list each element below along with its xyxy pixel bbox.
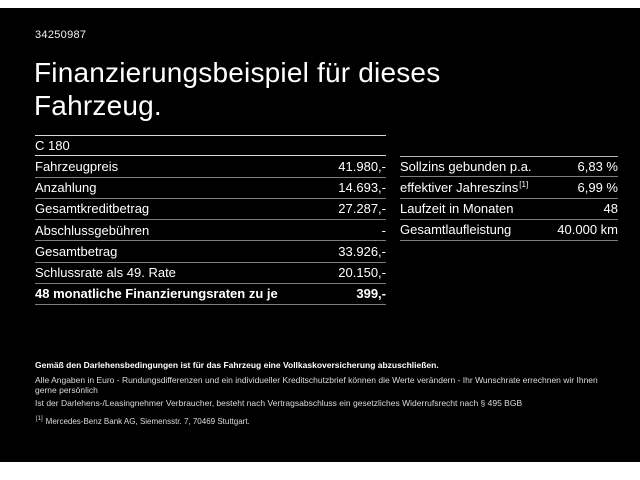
table-row-fahrzeugpreis: [35, 156, 386, 177]
financing-table-left: [35, 135, 386, 305]
row-value: 20.150,-: [338, 265, 386, 281]
row-value: 40.000 km: [557, 222, 618, 238]
row-label: Sollzins gebunden p.a.: [400, 159, 532, 175]
row-value: 33.926,-: [338, 243, 386, 259]
model-name: C 180: [35, 138, 70, 154]
table-row-laufzeit: [400, 199, 618, 220]
row-label: [400, 180, 528, 195]
page-title: [34, 56, 440, 122]
page-title-line2: Fahrzeug.: [34, 90, 162, 121]
row-label: Abschlussgebühren: [35, 222, 150, 238]
disclaimer-line-euro: Alle Angaben in Euro - Rundungsdifferenzen und ein individueller Kreditschutzbrief können die Werte verändern - Ihr Wunschrate errechnen wir Ihnen gerne persönlich: [35, 375, 598, 395]
model-row: [35, 135, 386, 156]
table-row-sollzins: [400, 156, 618, 177]
row-label: Gesamtlaufleistung: [400, 222, 512, 238]
table-row-abschlussgebuehren: [35, 220, 386, 241]
row-label: Gesamtbetrag: [35, 243, 118, 259]
footnote-marker: [1]: [36, 416, 43, 423]
row-label: Laufzeit in Monaten: [400, 201, 514, 217]
row-label: Schlussrate als 49. Rate: [35, 265, 176, 281]
row-label: Anzahlung: [35, 180, 97, 196]
page-title-line1: Finanzierungsbeispiel für dieses: [34, 57, 441, 88]
footnote-bank-address: [35, 417, 621, 426]
row-value: 48: [603, 201, 618, 217]
table-row-gesamtlaufleistung: [400, 220, 618, 241]
row-value: 399,-: [356, 286, 386, 302]
table-row-gesamtkreditbetrag: [35, 199, 386, 220]
table-row-effektiver-jahreszins: [400, 177, 618, 198]
disclaimer-line-widerruf: Ist der Darlehens-/Leasingnehmer Verbraucher, besteht nach Vertragsabschluss ein gesetzliches Widerrufsrecht nach § 495 BGB: [35, 398, 523, 408]
disclaimer-line-insurance: Gemäß den Darlehensbedingungen ist für das Fahrzeug eine Vollkaskoversicherung abzuschließen.: [35, 360, 439, 370]
table-row-schlussrate: [35, 263, 386, 284]
row-value: 6,83 %: [577, 159, 618, 175]
row-value: -: [381, 222, 386, 238]
table-row-gesamtbetrag: [35, 241, 386, 262]
table-row-anzahlung: [35, 178, 386, 199]
footnote-marker: [1]: [519, 179, 529, 189]
row-label: Fahrzeugpreis: [35, 158, 119, 174]
financing-table-right: [400, 156, 618, 241]
offer-reference-number: 34250987: [35, 29, 87, 41]
financing-panel: [0, 8, 640, 462]
row-label: 48 monatliche Finanzierungsraten zu je: [35, 286, 278, 302]
row-label: Gesamtkreditbetrag: [35, 201, 150, 217]
footnote-text: Mercedes-Benz Bank AG, Siemensstr. 7, 70469 Stuttgart.: [45, 417, 250, 426]
row-label-text: effektiver Jahreszins: [400, 179, 519, 195]
legal-disclaimer: [35, 360, 621, 426]
row-value: 27.287,-: [338, 201, 386, 217]
row-value: 41.980,-: [338, 158, 386, 174]
row-value: 6,99 %: [577, 179, 618, 195]
row-value: 14.693,-: [338, 180, 386, 196]
table-row-monatliche-rate: [35, 284, 386, 305]
